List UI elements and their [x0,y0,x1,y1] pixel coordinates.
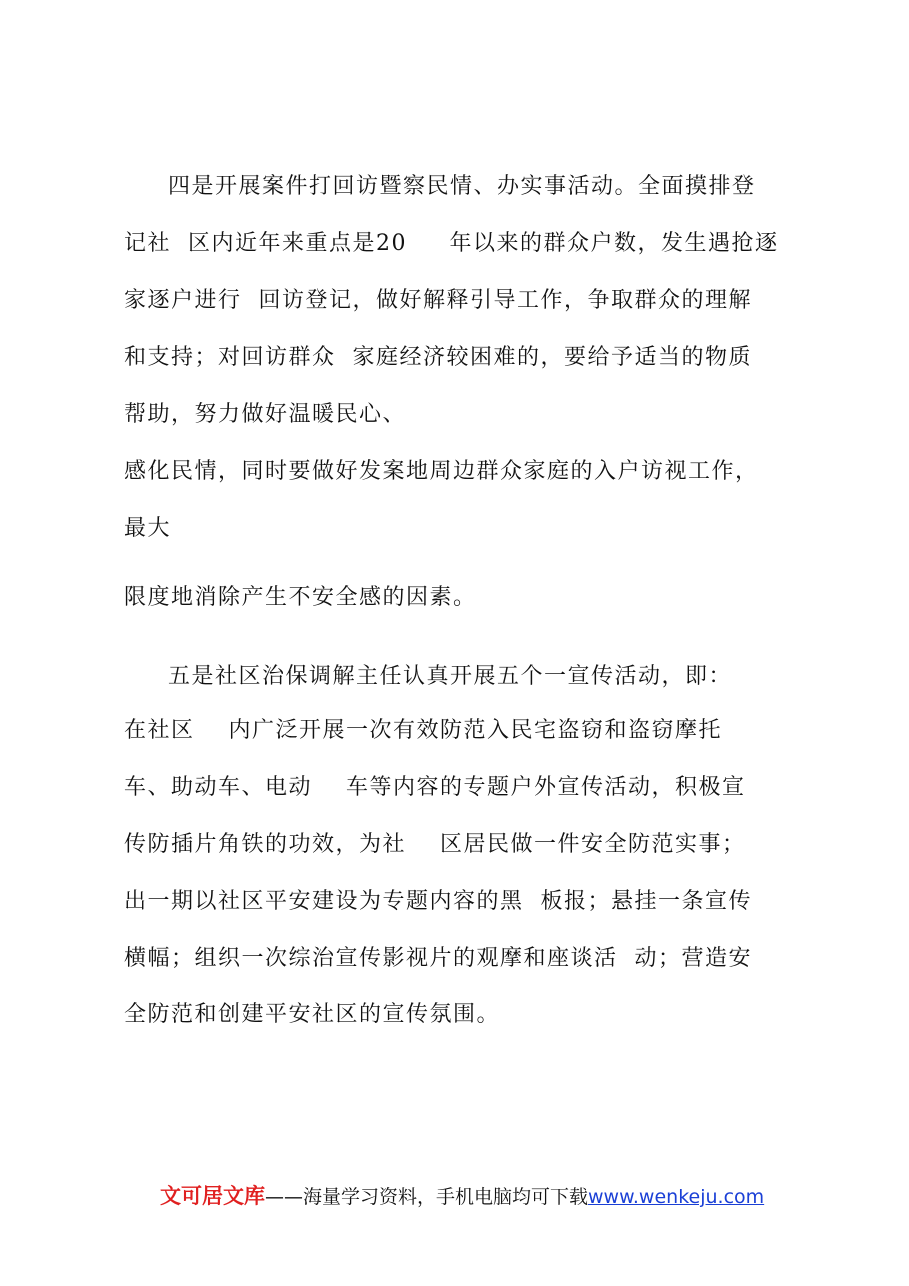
footer-banner [160,1182,764,1211]
paragraph2-line-3: 车、助动车、电动 车等内容的专题户外宣传活动，积极宣 [124,775,746,800]
paragraph2-line-1: 五是社区治保调解主任认真开展五个一宣传活动，即： [168,664,733,689]
paragraph1-line-8: 限度地消除产生不安全感的因素。 [124,585,477,610]
paragraph2-line-2: 在社区 内广泛开展一次有效防范入民宅盗窃和盗窃摩托 [124,718,722,743]
paragraph1-line-7: 最大 [124,516,172,541]
paragraph1-line-6: 感化民情，同时要做好发案地周边群众家庭的入户访视工作， [124,459,759,484]
paragraph1-line-2: 记社 区内近年来重点是20 年以来的群众户数，发生遇抢逐 [124,231,779,256]
paragraph1-line-4: 和支持；对回访群众 家庭经济较困难的，要给予适当的物质 [124,345,752,370]
footer-slogan: ——海量学习资料，手机电脑均可下载 [265,1186,589,1208]
paragraph2-line-4: 传防插片角铁的功效，为社 区居民做一件安全防范实事； [124,832,746,857]
paragraph2-line-5: 出一期以社区平安建设为专题内容的黑 板报；悬挂一条宣传 [124,889,752,914]
paragraph1-line-1: 四是开展案件打回访暨察民情、办实事活动。全面摸排登 [168,174,756,199]
paragraph2-line-7: 全防范和创建平安社区的宣传氛围。 [124,1002,501,1027]
paragraph2-line-6: 横幅；组织一次综治宣传影视片的观摩和座谈活 动；营造安 [124,946,752,971]
paragraph1-line-5: 帮助，努力做好温暖民心、 [124,402,407,427]
footer-brand: 文可居文库 [160,1184,265,1208]
paragraph1-line-3: 家逐户进行 回访登记，做好解释引导工作，争取群众的理解 [124,288,752,313]
footer-website-link[interactable]: www.wenkeju.com [588,1186,765,1208]
